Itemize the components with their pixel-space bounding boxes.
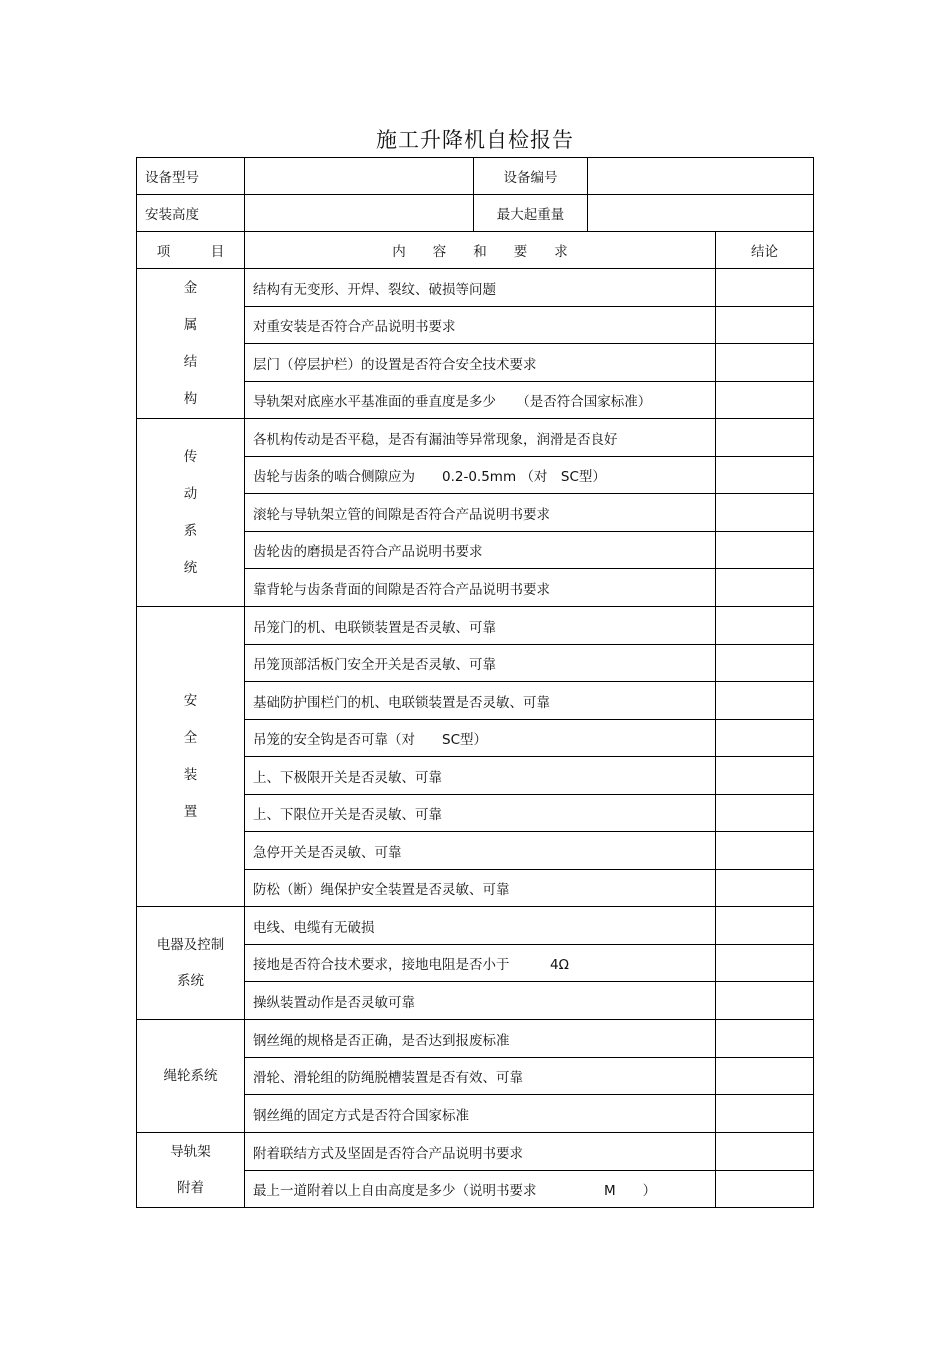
requirement-text: 导轨架对底座水平基准面的垂直度是多少 （是否符合国家标准） (245, 382, 716, 419)
table-row (137, 907, 814, 945)
column-header-content (245, 232, 716, 269)
requirement-text: 层门（停层护栏）的设置是否符合安全技术要求 (245, 344, 716, 382)
conclusion-cell[interactable] (716, 457, 814, 494)
table-row (137, 269, 814, 307)
category-text: 置 (183, 803, 198, 820)
model-label: 设备型号 (137, 158, 245, 195)
category-text: 附着 (177, 1180, 204, 1196)
conclusion-cell[interactable] (716, 1020, 814, 1058)
category-text: 绳轮系统 (163, 1068, 218, 1084)
section-category (137, 607, 245, 907)
category-text: 全 (183, 729, 198, 746)
requirement-text: 吊笼的安全钩是否可靠（对 SC型） (245, 720, 716, 757)
conclusion-cell[interactable] (716, 720, 814, 757)
conclusion-cell[interactable] (716, 682, 814, 720)
requirement-text: 操纵装置动作是否灵敏可靠 (245, 982, 716, 1020)
section-category (137, 907, 245, 1020)
requirement-text: 靠背轮与齿条背面的间隙是否符合产品说明书要求 (245, 569, 716, 607)
category-text: 安 (183, 692, 198, 709)
category-text: 电器及控制 (156, 937, 225, 953)
requirement-text: 结构有无变形、开焊、裂纹、破损等问题 (245, 269, 716, 307)
max-load-field[interactable] (588, 195, 814, 232)
requirement-text: 基础防护围栏门的机、电联锁装置是否灵敏、可靠 (245, 682, 716, 720)
conclusion-cell[interactable] (716, 645, 814, 682)
category-text: 系统 (177, 973, 204, 989)
conclusion-cell[interactable] (716, 382, 814, 419)
table-row (137, 607, 814, 645)
number-field[interactable] (588, 158, 814, 195)
category-text: 统 (183, 559, 198, 576)
conclusion-cell[interactable] (716, 1095, 814, 1133)
inspection-table (136, 157, 814, 1208)
conclusion-cell[interactable] (716, 569, 814, 607)
requirement-text: 吊笼顶部活板门安全开关是否灵敏、可靠 (245, 645, 716, 682)
conclusion-cell[interactable] (716, 945, 814, 982)
conclusion-cell[interactable] (716, 870, 814, 907)
conclusion-cell[interactable] (716, 795, 814, 832)
requirement-text: 上、下极限开关是否灵敏、可靠 (245, 757, 716, 795)
category-text: 构 (183, 390, 198, 407)
category-text: 金 (183, 279, 198, 296)
header-row-height (137, 195, 814, 232)
requirement-text: 各机构传动是否平稳，是否有漏油等异常现象，润滑是否良好 (245, 419, 716, 457)
category-text: 装 (183, 766, 198, 783)
requirement-text: 齿轮与齿条的啮合侧隙应为 0.2-0.5mm （对 SC型） (245, 457, 716, 494)
max-load-label: 最大起重量 (474, 195, 588, 232)
category-text: 结 (183, 353, 198, 370)
requirement-text: 防松（断）绳保护安全装置是否灵敏、可靠 (245, 870, 716, 907)
conclusion-cell[interactable] (716, 757, 814, 795)
requirement-text: 齿轮齿的磨损是否符合产品说明书要求 (245, 532, 716, 569)
requirement-text: 吊笼门的机、电联锁装置是否灵敏、可靠 (245, 607, 716, 645)
table-row (137, 1133, 814, 1171)
conclusion-cell[interactable] (716, 607, 814, 645)
conclusion-cell[interactable] (716, 1058, 814, 1095)
category-text: 系 (183, 522, 198, 539)
conclusion-cell[interactable] (716, 269, 814, 307)
section-category (137, 269, 245, 419)
model-field[interactable] (245, 158, 474, 195)
requirement-text: 急停开关是否灵敏、可靠 (245, 832, 716, 870)
conclusion-cell[interactable] (716, 344, 814, 382)
category-text: 动 (183, 485, 198, 502)
category-text: 属 (183, 316, 198, 333)
conclusion-cell[interactable] (716, 532, 814, 569)
requirement-text: 附着联结方式及坚固是否符合产品说明书要求 (245, 1133, 716, 1171)
conclusion-cell[interactable] (716, 494, 814, 532)
column-header-row (137, 232, 814, 269)
table-row (137, 419, 814, 457)
category-text: 导轨架 (170, 1144, 211, 1160)
requirement-text: 上、下限位开关是否灵敏、可靠 (245, 795, 716, 832)
conclusion-cell[interactable] (716, 419, 814, 457)
requirement-text: 最上一道附着以上自由高度是多少（说明书要求 M ） (245, 1171, 716, 1208)
height-label: 安装高度 (137, 195, 245, 232)
document-title: 施工升降机自检报告 (376, 128, 574, 152)
category-text: 传 (183, 448, 198, 465)
conclusion-cell[interactable] (716, 832, 814, 870)
table-row (137, 1020, 814, 1058)
section-category (137, 1020, 245, 1133)
requirement-text: 钢丝绳的固定方式是否符合国家标准 (245, 1095, 716, 1133)
requirement-text: 接地是否符合技术要求，接地电阻是否小于 4Ω (245, 945, 716, 982)
column-header-content-text: 内 容 和 要 求 (392, 244, 568, 260)
requirement-text: 钢丝绳的规格是否正确，是否达到报废标准 (245, 1020, 716, 1058)
section-category (137, 1133, 245, 1208)
column-header-conclusion: 结论 (716, 232, 814, 269)
requirement-text: 电线、电缆有无破损 (245, 907, 716, 945)
column-header-item-text: 项 目 (156, 244, 225, 260)
requirement-text: 滑轮、滑轮组的防绳脱槽装置是否有效、可靠 (245, 1058, 716, 1095)
requirement-text: 滚轮与导轨架立管的间隙是否符合产品说明书要求 (245, 494, 716, 532)
conclusion-cell[interactable] (716, 907, 814, 945)
conclusion-cell[interactable] (716, 1171, 814, 1208)
header-row-model (137, 158, 814, 195)
sections-body (137, 269, 814, 1208)
height-field[interactable] (245, 195, 474, 232)
number-label: 设备编号 (474, 158, 588, 195)
section-category (137, 419, 245, 607)
requirement-text: 对重安装是否符合产品说明书要求 (245, 307, 716, 344)
conclusion-cell[interactable] (716, 307, 814, 344)
column-header-item (137, 232, 245, 269)
conclusion-cell[interactable] (716, 1133, 814, 1171)
conclusion-cell[interactable] (716, 982, 814, 1020)
